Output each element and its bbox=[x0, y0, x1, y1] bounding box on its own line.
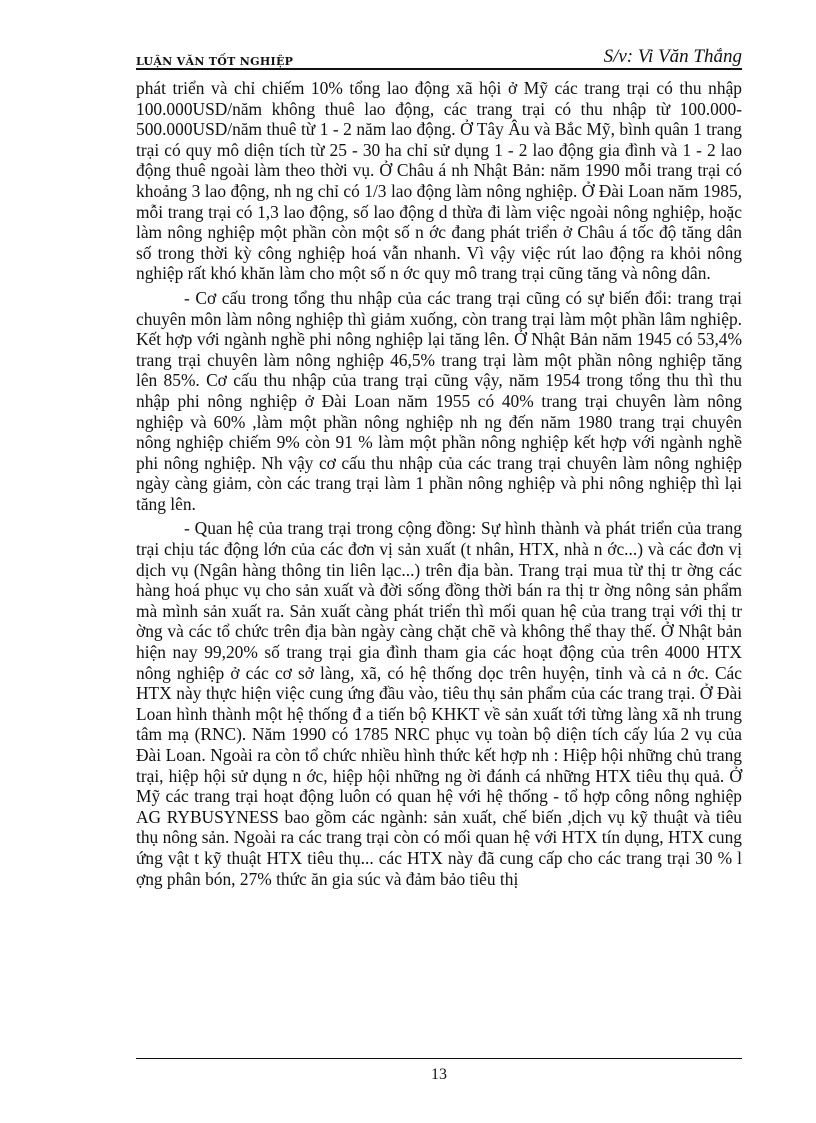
author-label: S/v: Vi Văn Thắng bbox=[603, 46, 742, 67]
header-divider bbox=[136, 68, 742, 70]
paragraph-labor: phát triển và chỉ chiếm 10% tổng lao động xã hội ở Mỹ các trang trại có thu nhập 100.000USD/năm không thuê lao động, các trang trại có thu nhập từ 100.000- 500.000USD/năm thuê từ 1 - 2 năm lao động. Ở Tây Âu và Bắc Mỹ, bình quân 1 trang trại có quy mô diện tích từ 25 - 30 ha chỉ sử dụng 1 - 2 lao động gia đình và 1 - 2 lao động thuê ngoài làm theo thời vụ. Ở Châu á nh Nhật Bản: năm 1990 mỗi trang trại có khoảng 3 lao động, nh ng chỉ có 1/3 lao động làm nông nghiệp. Ở Đài Loan năm 1985, mỗi trang trại có 1,3 lao động, số lao động d thừa đi làm việc ngoài nông nghiệp, hoặc làm nông nghiệp một phần còn một số n ớc đang phát triển ở Châu á tốc độ tăng dân số trong thời kỳ công nghiệp hoá vẫn nhanh. Vì vậy việc rút lao động ra khỏi nông nghiệp rất khó khăn làm cho một số n ớc quy mô trang trại cũng tăng và nông dân. bbox=[136, 78, 742, 284]
footer-divider bbox=[136, 1058, 742, 1059]
paragraph-community-relations: - Quan hệ của trang trại trong cộng đồng: Sự hình thành và phát triển của trang trại chịu tác động lớn của các đơn vị sản xuất (t nhân, HTX, nhà n ớc...) và các đơn vị dịch vụ (Ngân hàng thông tin liên lạc...) trên địa bàn. Trang trại mua từ thị tr ờng các hàng hoá phục vụ cho sản xuất và đời sống đồng thời bán ra thị tr ờng nông sản phẩm mà mình sản xuất ra. Sản xuất càng phát triển thì mối quan hệ của trang trại với thị tr ờng và các tổ chức trên địa bàn ngày càng chặt chẽ và không thể thay thế. Ở Nhật bản hiện nay 99,20% số trang trại gia đình tham gia các hoạt động của trên 4000 HTX nông nghiệp ở các cơ sở làng, xã, có hệ thống dọc trên huyện, tỉnh và cả n ớc. Các HTX này thực hiện việc cung ứng đầu vào, tiêu thụ sản phẩm của các trang trại. Ở Đài Loan hình thành một hệ thống đ a tiến bộ KHKT về sản xuất tới từng làng xã nh trung tâm mạ (RNC). Năm 1990 có 1785 NRC phục vụ toàn bộ diện tích cấy lúa 2 vụ của Đài Loan. Ngoài ra còn tổ chức nhiều hình thức kết hợp nh : Hiệp hội những chủ trang trại, hiệp hội sử dụng n ớc, hiệp hội những ng ời đánh cá những HTX tiêu thụ quả. Ở Mỹ các trang trại hoạt động luôn có quan hệ với hệ thống - tổ hợp công nông nghiệp AG RYBUSYNESS bao gồm các ngành: sản xuất, chế biến ,dịch vụ kỹ thuật và tiêu thụ nông sản. Ngoài ra các trang trại còn có mối quan hệ với HTX tín dụng, HTX cung ứng vật t kỹ thuật HTX tiêu thụ... các HTX này đã cung cấp cho các trang trại 30 % l ợng phân bón, 27% thức ăn gia súc và đảm bảo tiêu thị bbox=[136, 518, 742, 889]
paragraph-income-structure: - Cơ cấu trong tổng thu nhập của các trang trại cũng có sự biến đổi: trang trại chuyên môn làm nông nghiệp thì giảm xuống, còn trang trại làm một phần lâm nghiệp. Kết hợp với ngành nghề phi nông nghiệp lại tăng lên. Ở Nhật Bản năm 1945 có 53,4% trang trại chuyên làm nông nghiệp 46,5% trang trại làm một phần nông nghiệp tăng lên 85%. Cơ cấu thu nhập của trang trại cũng vậy, năm 1954 trong tổng thu thì thu nhập phi nông nghiệp ở Đài Loan năm 1955 có 40% trang trại chuyên làm nông nghiệp và 60% ,làm một phần nông nghiệp nh ng đến năm 1980 trang trại chuyên nông nghiệp chiếm 9% còn 91 % làm một phần nông nghiệp kết hợp với ngành nghề phi nông nghiệp. Nh vậy cơ cấu thu nhập của các trang trại chuyên làm nông nghiệp ngày càng giảm, còn các trang trại làm 1 phần nông nghiệp và phi nông nghiệp thì lại tăng lên. bbox=[136, 287, 742, 514]
page-number: 13 bbox=[431, 1066, 447, 1083]
document-body bbox=[136, 78, 742, 893]
document-type-label: LUẬN VĂN TỐT NGHIỆP bbox=[136, 55, 294, 68]
page-header bbox=[136, 46, 742, 68]
